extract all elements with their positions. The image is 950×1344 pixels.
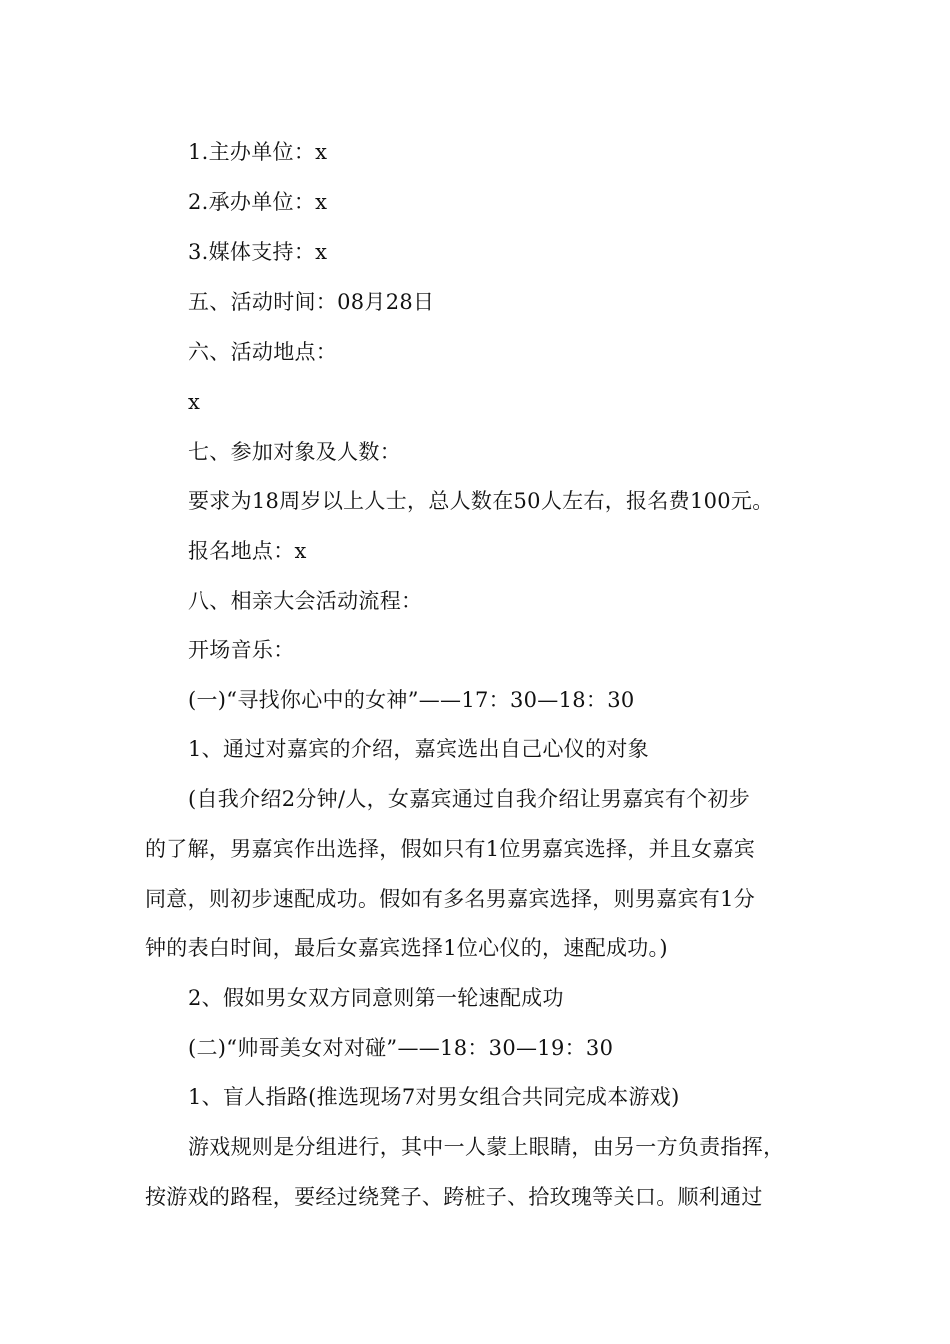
text-line: 报名地点：x [188,539,307,563]
text-line: 八、相亲大会活动流程： [188,589,423,613]
text-line: 七、参加对象及人数： [188,440,401,464]
text-line: (自我介绍2分钟/人，女嘉宾通过自我介绍让男嘉宾有个初步 [188,787,751,811]
text-line: 按游戏的路程，要经过绕凳子、跨桩子、拾玫瑰等关口。顺利通过 [145,1185,763,1209]
text-line: 的了解，男嘉宾作出选择，假如只有1位男嘉宾选择，并且女嘉宾 [145,837,756,861]
text-line: 3.媒体支持：x [188,240,328,264]
text-line: 游戏规则是分组进行，其中一人蒙上眼睛，由另一方负责指挥， [188,1135,785,1159]
text-line: 2.承办单位：x [188,190,328,214]
text-line: (二)“帅哥美女对对碰”——18：30—19：30 [188,1036,614,1060]
text-line: 钟的表白时间，最后女嘉宾选择1位心仪的，速配成功。) [145,936,668,960]
text-line: 开场音乐： [188,638,295,662]
text-line: 2、假如男女双方同意则第一轮速配成功 [188,986,564,1010]
text-line: 同意，则初步速配成功。假如有多名男嘉宾选择，则男嘉宾有1分 [145,887,756,911]
text-line: 1、盲人指路(推选现场7对男女组合共同完成本游戏) [188,1085,680,1109]
text-line: x [188,390,201,414]
text-line: 要求为18周岁以上人士，总人数在50人左右，报名费100元。 [188,489,774,513]
text-line: (一)“寻找你心中的女神”——17：30—18：30 [188,688,635,712]
text-line: 1、通过对嘉宾的介绍，嘉宾选出自己心仪的对象 [188,737,649,761]
text-line: 五、活动时间：08月28日 [188,290,435,314]
text-line: 六、活动地点： [188,340,338,364]
text-line: 1.主办单位：x [188,140,328,164]
